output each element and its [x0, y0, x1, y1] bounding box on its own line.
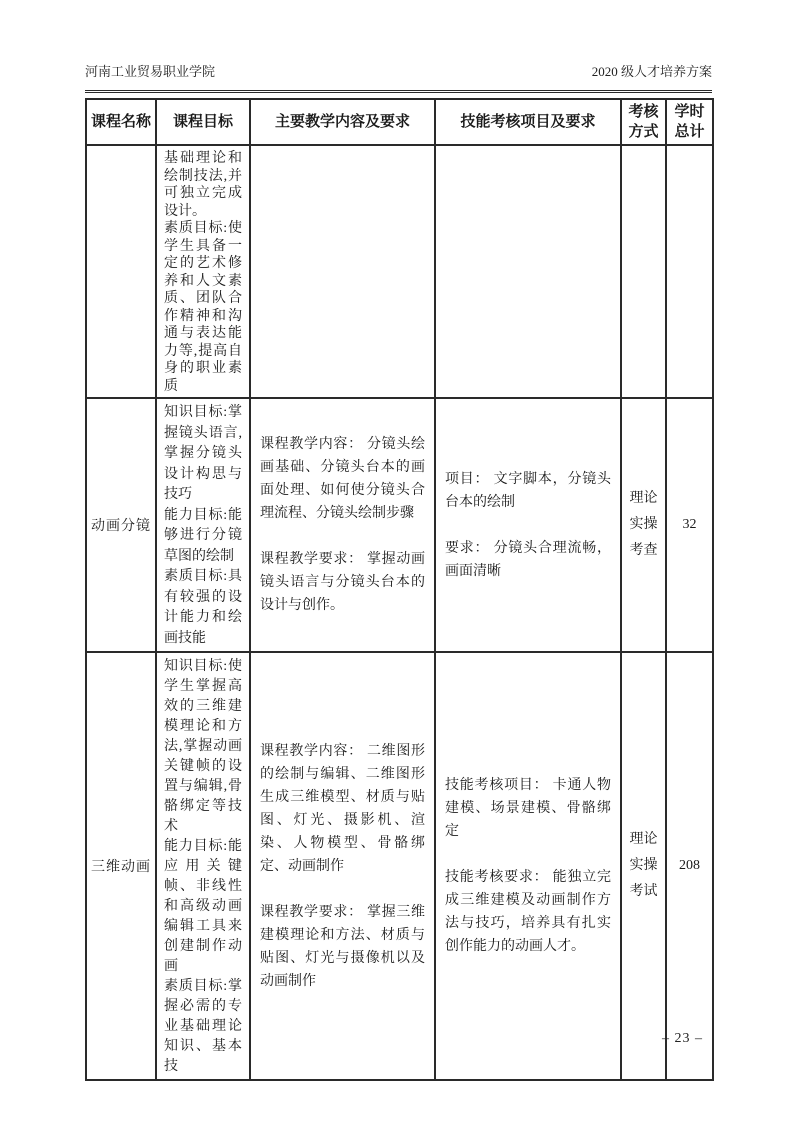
paragraph: 课程教学内容： 分镜头绘画基础、分镜头台本的画面处理、如何使分镜头合理流程、分镜头绘制步骤	[260, 437, 425, 521]
paragraph: 考试	[629, 884, 658, 899]
paragraph: 素质目标:掌握必需的专业基础理论知识、基本技	[164, 979, 242, 1074]
paragraph: 理论	[629, 832, 658, 847]
curriculum-table	[85, 98, 714, 1081]
doc-header	[85, 63, 712, 81]
cell-assessment	[435, 145, 621, 398]
paragraph: 课程教学要求： 掌握三维建模理论和方法、材质与贴图、灯光与摄像机以及动画制作	[260, 904, 425, 989]
cell-objectives	[156, 652, 250, 1080]
cell-course-name	[86, 145, 156, 398]
cell-objectives	[156, 398, 250, 652]
paragraph: 技能考核要求： 能独立完成三维建模及动画制作方法与技巧，培养具有扎实创作能力的动画人才。	[445, 870, 611, 954]
header-rule	[85, 90, 712, 93]
cell-method	[621, 398, 666, 652]
cell-teaching	[250, 652, 435, 1080]
table-row	[86, 652, 713, 1080]
cell-teaching	[250, 145, 435, 398]
col-header-method: 考核方式	[621, 99, 666, 145]
paragraph: 课程教学内容： 二维图形的绘制与编辑、二维图形生成三维模型、材质与贴图、灯光、摄影机、渲染、人物模型、骨骼绑定、动画制作	[260, 743, 425, 874]
cell-objectives	[156, 145, 250, 398]
doc-header-left: 河南工业贸易职业学院	[85, 64, 216, 79]
paragraph: 素质目标:具有较强的设计能力和绘画技能	[164, 569, 242, 646]
table-row	[86, 398, 713, 652]
paragraph: 知识目标:使学生掌握高效的三维建模理论和方法,掌握动画关键帧的设置与编辑,骨骼绑定等技术	[164, 659, 242, 834]
col-header-hours: 学时总计	[666, 99, 713, 145]
paragraph: 项目： 文字脚本，分镜头台本的绘制	[445, 471, 611, 510]
page-number: – 23 –	[662, 1031, 703, 1046]
paragraph: 考查	[629, 543, 658, 558]
paragraph: 课程教学要求： 掌握动画镜头语言与分镜头台本的设计与创作。	[260, 552, 425, 613]
paragraph: 理论	[629, 491, 658, 506]
cell-assessment	[435, 652, 621, 1080]
cell-method	[621, 652, 666, 1080]
col-header-objectives: 课程目标	[156, 99, 250, 145]
cell-course-name: 三维动画	[86, 652, 156, 1080]
cell-teaching	[250, 398, 435, 652]
paragraph: 能力目标:能够进行分镜草图的绘制	[164, 507, 242, 564]
paragraph: 知识目标:掌握镜头语言,掌握分镜头设计构思与技巧	[164, 405, 242, 502]
cell-assessment	[435, 398, 621, 652]
paragraph: 实操	[629, 517, 658, 532]
cell-hours	[666, 145, 713, 398]
cell-method	[621, 145, 666, 398]
col-header-teaching: 主要教学内容及要求	[250, 99, 435, 145]
paragraph: 基础理论和绘制技法,并可独立完成设计。	[164, 151, 242, 219]
paragraph: 要求： 分镜头合理流畅，画面清晰	[445, 540, 611, 579]
paragraph: 技能考核项目： 卡通人物建模、场景建模、骨骼绑定	[445, 778, 611, 839]
table-row	[86, 145, 713, 398]
doc-header-right: 2020 级人才培养方案	[591, 64, 712, 79]
paragraph: 素质目标:使学生具备一定的艺术修养和人文素质、团队合作精神和沟通与表达能力等,提高自身的职业素质	[164, 221, 242, 394]
cell-hours: 32	[666, 398, 713, 652]
paragraph: 实操	[629, 858, 658, 873]
table-header-row	[86, 99, 713, 145]
col-header-assessment: 技能考核项目及要求	[435, 99, 621, 145]
cell-hours: 208	[666, 652, 713, 1080]
paragraph: 能力目标:能应用关键帧、非线性和高级动画编辑工具来创建制作动画	[164, 839, 242, 974]
cell-course-name: 动画分镜	[86, 398, 156, 652]
col-header-course-name: 课程名称	[86, 99, 156, 145]
